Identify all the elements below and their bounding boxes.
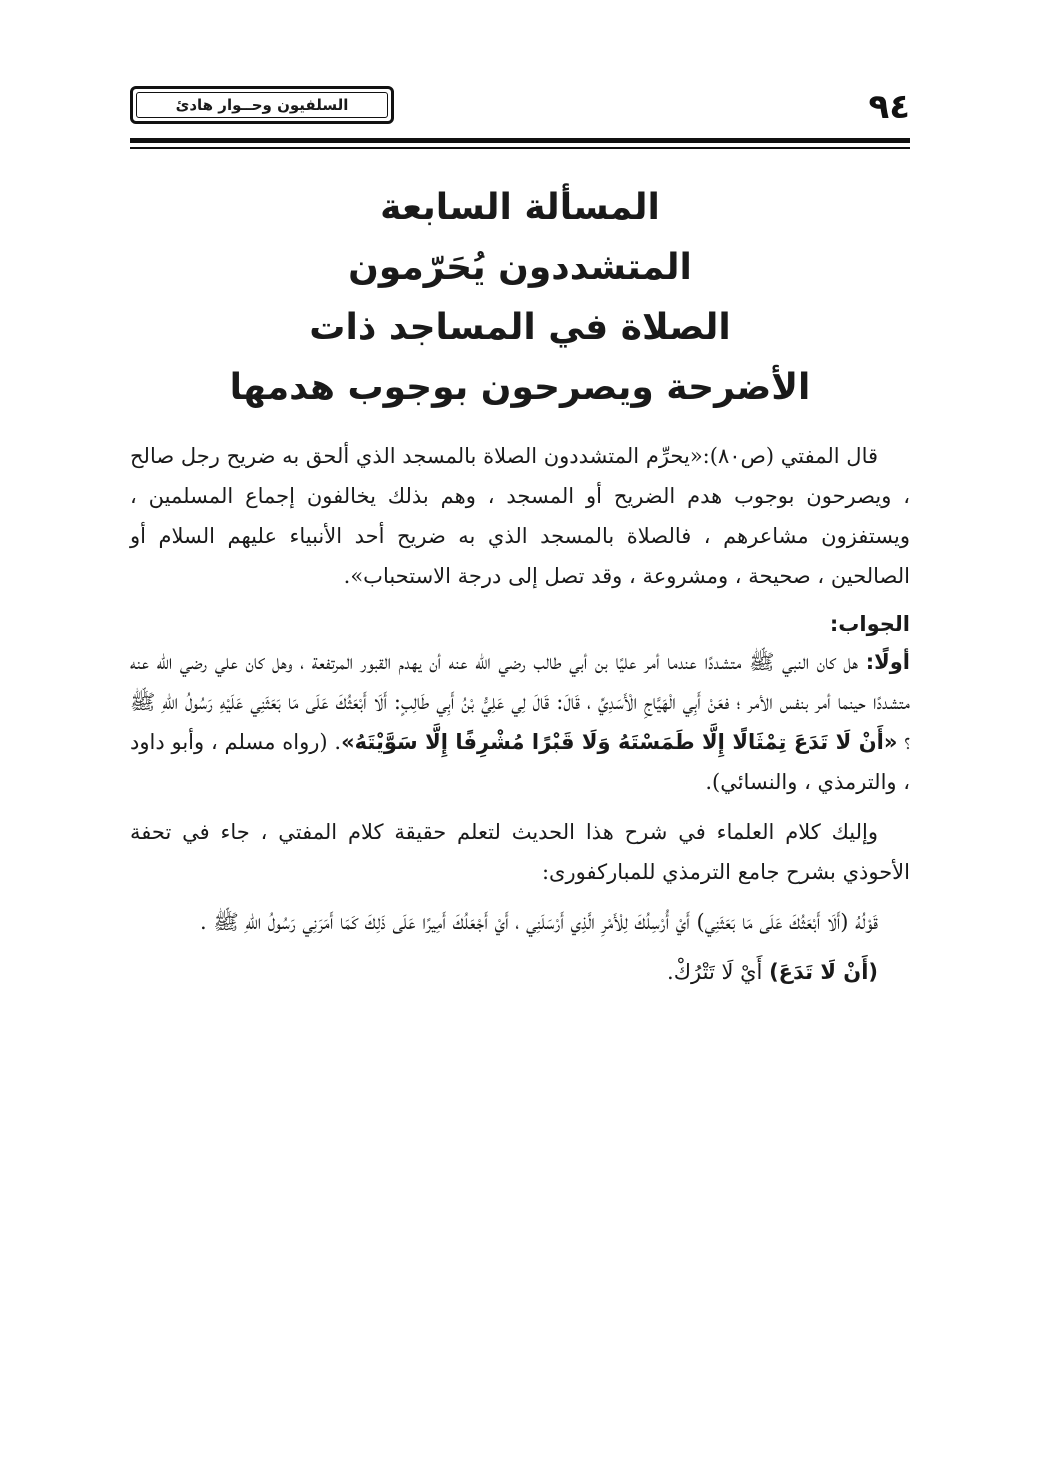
section-title-line: المتشددون يُحَرّمون [348,247,692,288]
section-title [130,178,910,418]
answer-first-paragraph [130,642,910,802]
commentary-2 [130,952,910,992]
commentary-2-bold: (أَنْ لَا تَدَعَ) [769,960,878,984]
answer-heading: الجواب: [829,612,910,636]
header-rule-thick [130,138,910,143]
page-header [130,84,910,134]
section-title-line: الصلاة في المساجد ذات [309,307,731,348]
book-title-frame [130,86,394,124]
section-title-line: الأضرحة ويصرحون بوجوب هدمها [229,367,811,408]
hadith-text: «أَنْ لَا تَدَعَ تِمْثَالًا إِلَّا طَمَسْتَهُ وَلَا قَبْرًا مُشْرِفًا إِلَّا سَوَّيْتَهُ» [341,730,898,754]
mufti-quote: قال المفتي (ص٨٠):«يحرِّم المتشددون الصلاة بالمسجد الذي ألحق به ضريح رجل صالح ، ويصرحون بوجوب هدم الضريح أو المسجد ، وهم بذلك يخالفون إجماع المسلمين ، ويستفزون مشاعرهم ، فالصلاة بالمسجد الذي به ضريح أحد الأنبياء عليهم السلام أو الصالحين ، صحيحة ، ومشروعة ، وقد تصل إلى درجة الاستحباب». [130,444,910,588]
body-text [130,436,910,1002]
first-label: أولًا: [865,650,910,674]
commentary-1: قَوْلُهُ (أَلَا أَبْعَثُكَ عَلَى مَا بَعَثَنِي) أَيْ أُرْسِلُكَ لِلْأَمْرِ الَّذِي أَرْسَلَنِي ، أَيْ أَجْعَلُكَ أَمِيرًا عَلَى ذَلِكَ كَمَا أَمَرَنِي رَسُولُ اللهِ ﷺ . [200,910,878,934]
hadith-source: . (رواه مسلم ، وأبو داود ، والترمذي ، والنسائي). [130,730,910,794]
book-title: السلفيون وحــوار هادئ [136,92,388,118]
scholars-intro: وإليك كلام العلماء في شرح هذا الحديث لتعلم حقيقة كلام المفتي ، جاء في تحفة الأحوذي بشرح جامع الترمذي للمباركفورى: [130,820,910,884]
section-title-line: المسألة السابعة [380,187,660,228]
header-rule-thin [130,147,910,149]
first-text: هل كان النبي ﷺ متشددًا عندما أمر عليًا بن أبي طالب رضي الله عنه أن يهدم القبور المرتفعة ، وهل كان علي رضي الله عنه متشددًا حينما أمر بنفس الأمر ؛ فعَنْ أَبِي الْهَيَّاجِ الْأَسَدِيِّ ، قَالَ: قَالَ لِي عَلِيُّ بْنُ أَبِي طَالِبٍ: أَلَا أَبْعَثُكَ عَلَى مَا بَعَثَنِي عَلَيْهِ رَسُولُ اللهِ ﷺ ؟ [130,650,910,754]
commentary-2-rest: أَيْ لَا تَتْرُكْ. [667,960,770,984]
page-number: ٩٤ [868,87,910,127]
